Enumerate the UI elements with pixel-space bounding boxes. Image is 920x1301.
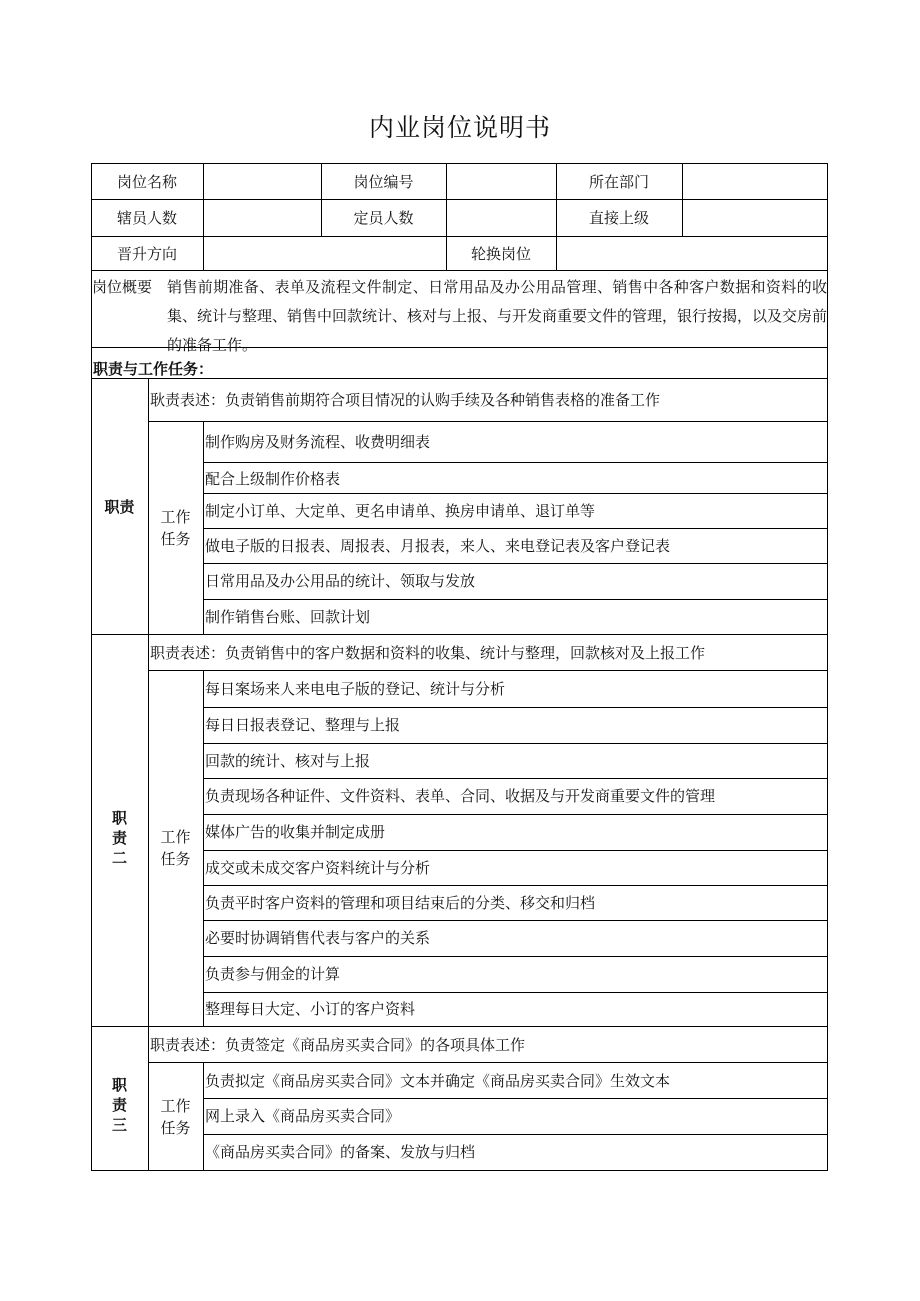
- position-code-label: 岗位编号: [353, 173, 414, 191]
- rule: [203, 1134, 828, 1135]
- task-item: 网上录入《商品房买卖合同》: [205, 1107, 401, 1125]
- work-label-line: 任务: [160, 1119, 191, 1137]
- task-item: 负责现场各种证件、文件资料、表单、合同、收据及与开发商重要文件的管理: [205, 787, 716, 805]
- rule: [203, 885, 828, 886]
- work-label-line: 工作: [160, 828, 191, 846]
- rule: [203, 778, 828, 779]
- task-item: 《商品房买卖合同》的备案、发放与归档: [205, 1143, 476, 1161]
- task-item: 成交或未成交客户资料统计与分析: [205, 859, 431, 877]
- rule: [91, 270, 828, 271]
- rule: [203, 743, 828, 744]
- task-item: 整理每日大定、小订的客户资料: [205, 1000, 416, 1018]
- work-label-line: 任务: [160, 530, 191, 548]
- duty-label-char: 二: [111, 849, 127, 867]
- section-title: 职责与工作任务：: [93, 360, 214, 378]
- rule: [203, 1098, 828, 1099]
- rule: [203, 563, 828, 564]
- duty-1-label: 职责: [104, 498, 135, 516]
- rule: [91, 236, 828, 237]
- rule: [91, 634, 828, 635]
- duty-label: [91, 497, 148, 517]
- rule: [203, 670, 204, 1026]
- rule: [148, 1062, 828, 1063]
- position-name-label: 岗位名称: [116, 173, 177, 191]
- duty-label-char: 三: [111, 1116, 127, 1134]
- document-title: 内业岗位说明书: [368, 113, 551, 142]
- overview-text: 销售前期准备、表单及流程文件制定、日常用品及办公用品管理、销售中各种客户数据和资料的收集、统计与整理、销售中回款统计、核对与上报、与开发商重要文件的管理，银行按揭，以及交房前的准备工作。: [167, 278, 828, 354]
- rule: [203, 956, 828, 957]
- task-item: 制作购房及财务流程、收费明细表: [205, 433, 431, 451]
- duty-label-char: 责: [111, 1096, 127, 1114]
- work-label-line: 工作: [160, 508, 191, 526]
- task-item: 制定小订单、大定单、更名申请单、换房申请单、退订单等: [205, 502, 596, 520]
- duty-statement: 职责表述：负责签定《商品房买卖合同》的各项具体工作: [150, 1036, 526, 1054]
- rule: [203, 462, 828, 463]
- duty-statement: 职责表述：负责销售中的客户数据和资料的收集、统计与整理，回款核对及上报工作: [150, 644, 706, 662]
- rotation-label: 轮换岗位: [470, 245, 531, 263]
- task-item: 配合上级制作价格表: [205, 470, 341, 488]
- subordinates-label: 辖员人数: [116, 209, 177, 227]
- task-item: 做电子版的日报表、周报表、月报表，来人、来电登记表及客户登记表: [205, 537, 671, 555]
- supervisor-label: 直接上级: [588, 209, 649, 227]
- duty-label: [91, 1075, 148, 1135]
- headcount-label: 定员人数: [353, 209, 414, 227]
- rule: [148, 378, 149, 1171]
- task-item: 负责参与佣金的计算: [205, 965, 341, 983]
- task-item: 日常用品及办公用品的统计、领取与发放: [205, 572, 476, 590]
- task-item: 每日日报表登记、整理与上报: [205, 716, 401, 734]
- overview-label: 岗位概要: [92, 278, 153, 296]
- rule: [203, 850, 828, 851]
- duty-label-char: 职: [111, 1076, 127, 1094]
- task-item: 负责平时客户资料的管理和项目结束后的分类、移交和归档: [205, 894, 596, 912]
- duty-statement: 耿责表述：负责销售前期符合项目情况的认购手续及各种销售表格的准备工作: [150, 391, 661, 409]
- task-item: 媒体广告的收集并制定成册: [205, 823, 386, 841]
- rule: [91, 1026, 828, 1027]
- promotion-label: 晋升方向: [116, 245, 177, 263]
- department-label: 所在部门: [588, 173, 649, 191]
- work-tasks-label: [148, 506, 203, 550]
- rule: [203, 814, 828, 815]
- rule: [203, 707, 828, 708]
- rule: [203, 528, 828, 529]
- rule: [682, 163, 683, 236]
- duty-label-char: 责: [111, 829, 127, 847]
- duty-label-char: 职: [111, 809, 127, 827]
- task-item: 必要时协调销售代表与客户的关系: [205, 929, 431, 947]
- rule: [91, 199, 828, 200]
- rule: [203, 421, 204, 634]
- task-item: 制作销售台账、回款计划: [205, 608, 371, 626]
- work-label-line: 任务: [160, 850, 191, 868]
- rule: [148, 421, 828, 422]
- rule: [148, 670, 828, 671]
- work-tasks-label: [148, 1095, 203, 1139]
- work-label-line: 工作: [160, 1097, 191, 1115]
- task-item: 每日案场来人来电电子版的登记、统计与分析: [205, 680, 506, 698]
- task-item: 负责拟定《商品房买卖合同》文本并确定《商品房买卖合同》生效文本: [205, 1072, 671, 1090]
- rule: [203, 599, 828, 600]
- rule: [203, 992, 828, 993]
- rule: [203, 163, 204, 270]
- duty-label: [91, 808, 148, 868]
- rule: [203, 493, 828, 494]
- work-tasks-label: [148, 826, 203, 870]
- task-item: 回款的统计、核对与上报: [205, 752, 371, 770]
- rule: [203, 1062, 204, 1171]
- rule: [203, 920, 828, 921]
